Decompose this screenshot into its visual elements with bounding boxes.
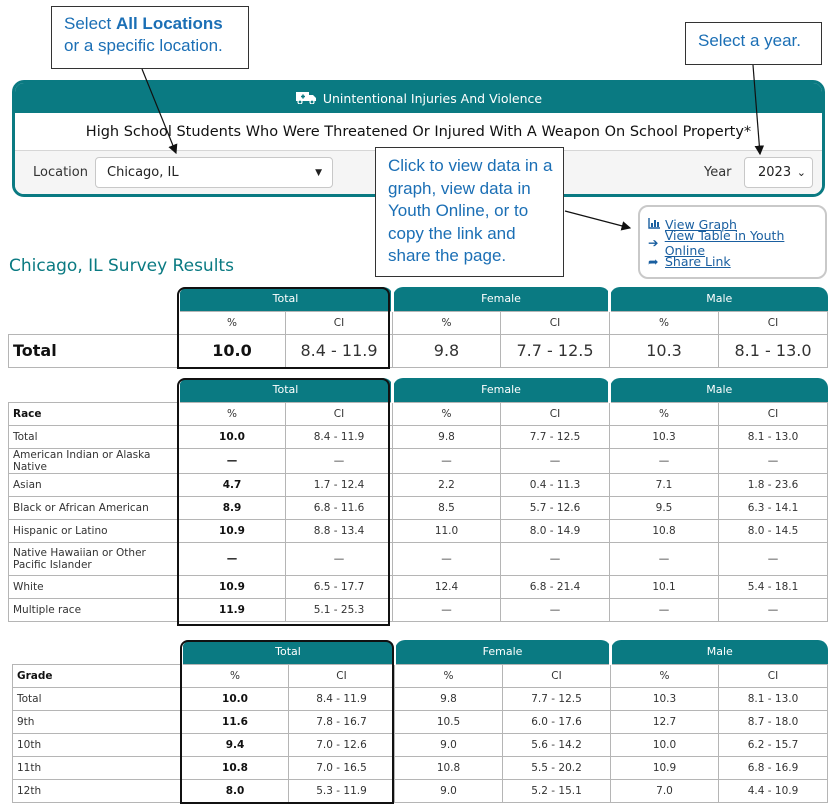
ci-cell: —	[501, 542, 610, 575]
ci-cell: 7.7 - 12.5	[501, 334, 610, 367]
pct-cell: 9.8	[395, 687, 503, 710]
pct-cell: 9.0	[395, 733, 503, 756]
col-header-ci: CI	[719, 311, 828, 334]
pct-cell: 8.0	[182, 779, 289, 802]
ci-cell: 5.3 - 11.9	[289, 779, 395, 802]
col-header-pct: %	[179, 402, 286, 425]
ci-cell: 8.4 - 11.9	[286, 425, 393, 448]
pct-cell: 8.5	[393, 496, 501, 519]
group-header-male: Male	[611, 640, 828, 664]
arrow-right-icon: ➔	[648, 235, 659, 251]
table-row	[9, 575, 828, 598]
grade-table	[12, 640, 828, 803]
table-row	[13, 779, 828, 802]
pct-cell: 10.8	[395, 756, 503, 779]
pct-cell: 10.5	[395, 710, 503, 733]
col-header-ci: CI	[503, 664, 611, 687]
pct-cell: 8.9	[179, 496, 286, 519]
pct-cell: 9.5	[610, 496, 719, 519]
pct-cell: 7.1	[610, 473, 719, 496]
ci-cell: —	[286, 542, 393, 575]
location-select-value: Chicago, IL	[107, 165, 179, 180]
ci-cell: 7.7 - 12.5	[503, 687, 611, 710]
ci-cell: 1.8 - 23.6	[719, 473, 828, 496]
year-label: Year	[704, 165, 732, 180]
pct-cell: 7.0	[611, 779, 719, 802]
share-icon: ➦	[648, 253, 659, 269]
table-row	[9, 425, 828, 448]
row-label: Black or African American	[9, 496, 179, 519]
group-header-male: Male	[610, 287, 828, 311]
group-header-total: Total	[179, 287, 393, 311]
ci-cell: 6.2 - 15.7	[719, 733, 828, 756]
ci-cell: 8.1 - 13.0	[719, 687, 828, 710]
ci-cell: —	[719, 598, 828, 621]
ci-cell: 5.4 - 18.1	[719, 575, 828, 598]
pct-cell: 10.9	[611, 756, 719, 779]
ci-cell: 7.8 - 16.7	[289, 710, 395, 733]
summary-table	[8, 287, 828, 368]
pct-cell: 9.8	[393, 334, 501, 367]
ci-cell: 5.2 - 15.1	[503, 779, 611, 802]
ci-cell: 5.5 - 20.2	[503, 756, 611, 779]
group-header-female: Female	[393, 378, 610, 402]
pct-cell: 10.9	[179, 575, 286, 598]
pct-cell: —	[393, 542, 501, 575]
race-header: Race	[9, 402, 179, 425]
pct-cell: —	[610, 448, 719, 473]
pct-cell: 11.6	[182, 710, 289, 733]
ci-cell: —	[719, 448, 828, 473]
year-select-value: 2023	[758, 165, 792, 180]
share-link-label: Share Link	[665, 253, 731, 269]
col-header-ci: CI	[501, 311, 610, 334]
ci-cell: 4.4 - 10.9	[719, 779, 828, 802]
table-row	[13, 756, 828, 779]
ci-cell: 7.7 - 12.5	[501, 425, 610, 448]
ci-cell: —	[719, 542, 828, 575]
actions-box	[638, 205, 827, 279]
pct-cell: 11.9	[179, 598, 286, 621]
ci-cell: 0.4 - 11.3	[501, 473, 610, 496]
col-header-ci: CI	[719, 664, 828, 687]
ci-cell: 8.8 - 13.4	[286, 519, 393, 542]
pct-cell: 9.8	[393, 425, 501, 448]
group-header-male: Male	[610, 378, 828, 402]
question-title: High School Students Who Were Threatened Or Injured With A Weapon On School Property*	[15, 113, 822, 151]
row-label: Asian	[9, 473, 179, 496]
pct-cell: 9.4	[182, 733, 289, 756]
ci-cell: 6.5 - 17.7	[286, 575, 393, 598]
pct-cell: —	[179, 542, 286, 575]
row-label: Total	[13, 687, 182, 710]
ci-cell: —	[501, 448, 610, 473]
row-label: Native Hawaiian or Other Pacific Islander	[9, 542, 179, 575]
location-callout-prefix: Select	[64, 14, 116, 33]
table-row	[13, 710, 828, 733]
ci-cell: 8.4 - 11.9	[289, 687, 395, 710]
bar-chart-icon	[648, 217, 661, 232]
group-header-total: Total	[179, 378, 393, 402]
pct-cell: 10.3	[610, 334, 719, 367]
col-header-ci: CI	[286, 402, 393, 425]
pct-cell: —	[393, 598, 501, 621]
row-label: Multiple race	[9, 598, 179, 621]
ci-cell: 8.7 - 18.0	[719, 710, 828, 733]
col-header-ci: CI	[719, 402, 828, 425]
ci-cell: 5.1 - 25.3	[286, 598, 393, 621]
pct-cell: 9.0	[395, 779, 503, 802]
ci-cell: 6.8 - 16.9	[719, 756, 828, 779]
table-row	[9, 496, 828, 519]
ci-cell: 8.0 - 14.5	[719, 519, 828, 542]
pct-cell: 10.3	[611, 687, 719, 710]
category-label: Unintentional Injuries And Violence	[322, 90, 543, 106]
location-callout-suffix: or a specific location.	[64, 36, 223, 55]
pct-cell: 10.8	[182, 756, 289, 779]
col-header-pct: %	[393, 311, 501, 334]
row-label: 12th	[13, 779, 182, 802]
pct-cell: 10.0	[179, 334, 286, 367]
row-label: Hispanic or Latino	[9, 519, 179, 542]
col-header-pct: %	[611, 664, 719, 687]
location-callout-bold: All Locations	[115, 14, 223, 33]
ci-cell: 8.4 - 11.9	[286, 334, 393, 367]
row-label: 9th	[13, 710, 182, 733]
pct-cell: 10.0	[611, 733, 719, 756]
col-header-pct: %	[395, 664, 503, 687]
race-table	[8, 378, 828, 622]
pct-cell: 10.1	[610, 575, 719, 598]
ci-cell: 5.6 - 14.2	[503, 733, 611, 756]
ci-cell: 7.0 - 16.5	[289, 756, 395, 779]
col-header-pct: %	[179, 311, 286, 334]
view-graph-label: View Graph	[665, 216, 737, 232]
year-callout-text: Select a year.	[698, 31, 802, 50]
col-header-ci: CI	[289, 664, 395, 687]
table-row	[9, 519, 828, 542]
pct-cell: —	[179, 448, 286, 473]
pct-cell: 4.7	[179, 473, 286, 496]
row-label: Total	[9, 425, 179, 448]
grade-header: Grade	[13, 664, 182, 687]
ci-cell: 8.0 - 14.9	[501, 519, 610, 542]
chevron-down-icon: ▼	[315, 167, 322, 178]
view-table-label: View Table in Youth Online	[664, 227, 785, 258]
table-row	[13, 687, 828, 710]
table-row	[9, 473, 828, 496]
col-header-pct: %	[393, 402, 501, 425]
col-header-ci: CI	[501, 402, 610, 425]
pct-cell: 10.3	[610, 425, 719, 448]
ci-cell: 8.1 - 13.0	[719, 334, 828, 367]
pct-cell: 10.0	[179, 425, 286, 448]
pct-cell: 12.4	[393, 575, 501, 598]
ci-cell: 6.8 - 21.4	[501, 575, 610, 598]
row-label: 11th	[13, 756, 182, 779]
blank-cell	[9, 311, 179, 334]
table-row	[13, 733, 828, 756]
pct-cell: —	[610, 542, 719, 575]
row-label: 10th	[13, 733, 182, 756]
group-header-total: Total	[182, 640, 395, 664]
pct-cell: 10.8	[610, 519, 719, 542]
table-row	[9, 598, 828, 621]
col-header-pct: %	[610, 402, 719, 425]
group-header-female: Female	[395, 640, 611, 664]
row-label: American Indian or Alaska Native	[9, 448, 179, 473]
actions-callout-text: Click to view data in a graph, view data in Youth Online, or to copy the link and share the page.	[388, 156, 553, 265]
group-header-female: Female	[393, 287, 610, 311]
ci-cell: 7.0 - 12.6	[289, 733, 395, 756]
pct-cell: 10.0	[182, 687, 289, 710]
ci-cell: —	[501, 598, 610, 621]
pct-cell: 2.2	[393, 473, 501, 496]
pct-cell: —	[393, 448, 501, 473]
pct-cell: 12.7	[611, 710, 719, 733]
ci-cell: 6.0 - 17.6	[503, 710, 611, 733]
pct-cell: 10.9	[179, 519, 286, 542]
pct-cell: 11.0	[393, 519, 501, 542]
results-title: Chicago, IL Survey Results	[9, 256, 234, 276]
ci-cell: 6.3 - 14.1	[719, 496, 828, 519]
ci-cell: 1.7 - 12.4	[286, 473, 393, 496]
table-row	[9, 448, 828, 473]
table-row	[9, 334, 828, 367]
table-row	[9, 542, 828, 575]
col-header-ci: CI	[286, 311, 393, 334]
chevron-down-icon: ⌄	[796, 166, 806, 179]
col-header-pct: %	[610, 311, 719, 334]
ci-cell: 8.1 - 13.0	[719, 425, 828, 448]
col-header-pct: %	[182, 664, 289, 687]
row-label: Total	[9, 334, 179, 367]
ci-cell: —	[286, 448, 393, 473]
ci-cell: 6.8 - 11.6	[286, 496, 393, 519]
pct-cell: —	[610, 598, 719, 621]
view-table-link[interactable]	[648, 227, 825, 258]
location-label: Location	[33, 165, 88, 180]
row-label: White	[9, 575, 179, 598]
ci-cell: 5.7 - 12.6	[501, 496, 610, 519]
